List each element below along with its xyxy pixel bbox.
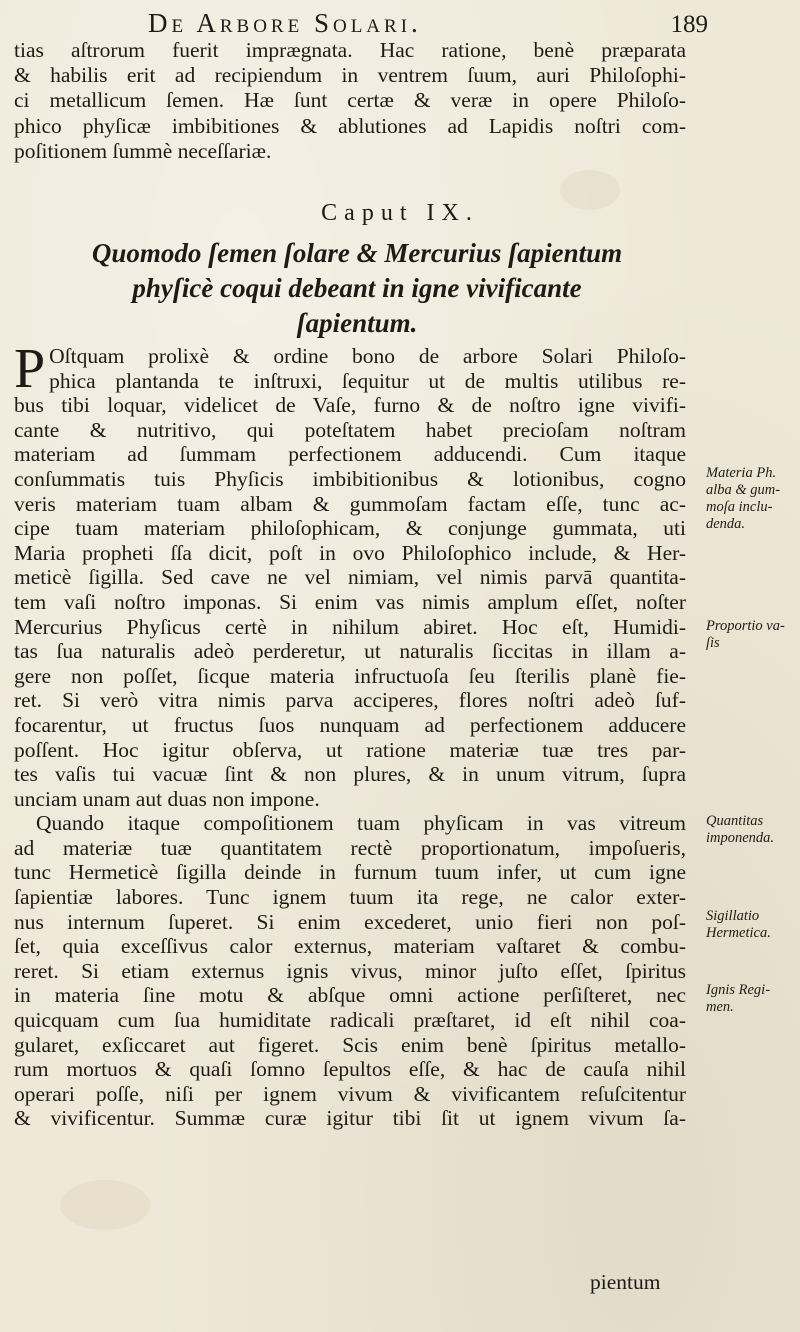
margin-note-line: Quantitas [706, 813, 764, 829]
text-line: ſapientiæ labores. Tunc ignem tuum ita rege, ne calor exter- [14, 885, 686, 910]
chapter-title-line: ſapientum. [296, 308, 418, 338]
chapter-title [14, 236, 700, 341]
margin-note [706, 618, 798, 652]
margin-note-line: Sigillatio [706, 908, 760, 924]
text-line: ret. Si verò vitra nimis parva acciperes, flores noſtri adeò ſuf- [14, 688, 686, 713]
text-line: operari poſſe, niſi per ignem vivum & vivificantem reſuſcitentur [14, 1081, 686, 1106]
text-line: Maria propheti ſſa dicit, poſt in ovo Philoſophico include, & Her- [14, 540, 686, 565]
text-line: unciam unam aut duas non impone. [14, 786, 320, 811]
margin-note-line: denda. [706, 516, 746, 532]
text-line: tes vaſis tui vacuæ ſint & non plures, & in unum vitrum, ſupra [14, 762, 686, 787]
margin-note-line: moſa inclu- [706, 499, 773, 515]
margin-note-line: Materia Ph. [706, 465, 777, 481]
running-title: De Arbore Solari. [148, 8, 422, 38]
catchword: pientum [590, 1270, 661, 1294]
text-line: tas ſua naturalis adeò perderetur, ut naturalis ſiccitas in illam a- [14, 639, 686, 664]
text-line: cante & nutritivo, qui poteſtatem habet precioſam noſtram [14, 417, 686, 442]
text-line: rum mortuos & quaſi ſomno ſepultos eſſe, & hac de cauſa nihil [14, 1057, 686, 1082]
text-line: reret. Si etiam externus ignis vivus, minor juſto eſſet, ſpiritus [14, 958, 686, 983]
chapter-body [14, 338, 686, 1131]
chapter-heading: Caput IX. [321, 200, 479, 226]
text-line: tunc Hermeticè ſigilla deinde in furnum tuum infer, ut cum igne [14, 860, 686, 885]
text-line: tias aſtrorum fuerit imprægnata. Hac ratione, benè præparata [14, 38, 686, 62]
text-line: cipe tuam materiam philoſophicam, & conjunge gummata, uti [14, 516, 686, 541]
text-line: phico phyſicæ imbibitiones & ablutiones ad Lapidis noſtri com- [14, 113, 686, 138]
chapter-title-line: phyſicè coqui debeant in igne vivificante [132, 273, 582, 303]
page-number: 189 [670, 11, 708, 38]
margin-note-line: Proportio va- [706, 618, 785, 634]
text-line: ſet, quia exceſſivus calor externus, materiam vaſtaret & combu- [14, 934, 686, 959]
margin-note-line: ſis [706, 635, 720, 651]
paper-stain [60, 1180, 150, 1230]
text-line: & vivificentur. Summæ curæ igitur tibi ſit ut ignem vivum ſa- [14, 1106, 686, 1131]
text-line: ad materiæ tuæ quantitatem rectè proportionatum, impoſueris, [14, 835, 686, 860]
text-line: poſitionem ſummè neceſſariæ. [14, 138, 272, 163]
margin-note [706, 813, 798, 847]
text-line: Oſtquam prolixè & ordine bono de arbore Solari Philoſo- [49, 344, 686, 368]
drop-cap: P [14, 338, 46, 400]
text-line: tem vaſi noſtro imponas. Si enim vas nimis amplum eſſet, noſter [14, 589, 686, 614]
margin-note-line: Ignis Regi- [706, 982, 771, 998]
text-line: ci metallicum ſemen. Hæ ſunt certæ & veræ in opere Philoſo- [14, 88, 686, 113]
text-line: gere non poſſet, ſicque materia infructuoſa ſeu ſterilis planè fie- [14, 663, 686, 688]
text-line: materiam ad ſummam perfectionem adducendi. Cum itaque [14, 442, 686, 467]
text-line: bus tibi loquar, videlicet de Vaſe, furno & de noſtro igne vivifi- [14, 393, 686, 418]
text-line: Mercurius Phyſicus certè in nihilum abiret. Hoc eſt, Humidi- [14, 614, 686, 639]
margin-note-line: imponenda. [706, 830, 775, 846]
text-line: conſummatis tuis Phyſicis imbibitionibus & lotionibus, cogno [14, 466, 686, 491]
text-line: in materia ſine motu & abſque omni actione perſiſteret, nec [14, 983, 686, 1008]
text-line: focarentur, ut fructus ſuos nunquam ad perfectionem adducere [14, 712, 686, 737]
text-line: phica plantanda te inſtruxi, ſequitur ut de multis utilibus re- [49, 368, 686, 393]
margin-note [706, 465, 798, 533]
text-line: Quando itaque compoſitionem tuam phyſicam in vas vitreum [36, 811, 686, 836]
margin-note [706, 982, 798, 1016]
margin-note-line: men. [706, 999, 734, 1015]
text-line: quicquam cum ſua humiditate radicali præſtaret, id eſt nihil coa- [14, 1008, 686, 1033]
text-line: & habilis erit ad recipiendum in ventrem ſuum, auri Philoſophi- [14, 63, 686, 88]
chapter-title-line: Quomodo ſemen ſolare & Mercurius ſapientum [91, 238, 623, 268]
margin-note [706, 908, 798, 942]
text-line: veris materiam tuam albam & gummoſam factam eſſe, tunc ac- [14, 491, 686, 516]
margin-note-line: alba & gum- [706, 482, 781, 498]
intro-paragraph [14, 38, 686, 164]
text-line: gularet, exſiccaret aut figeret. Scis enim benè ſpiritus metallo- [14, 1032, 686, 1057]
text-line: nus internum ſuperet. Si enim excederet, unio fieri non poſ- [14, 909, 686, 934]
margin-note-line: Hermetica. [706, 925, 771, 941]
text-line: poſſent. Hoc igitur obſerva, ut ratione materiæ tuæ tres par- [14, 737, 686, 762]
text-line: meticè ſigilla. Sed cave ne vel nimiam, vel nimis parvā quantita- [14, 565, 686, 590]
